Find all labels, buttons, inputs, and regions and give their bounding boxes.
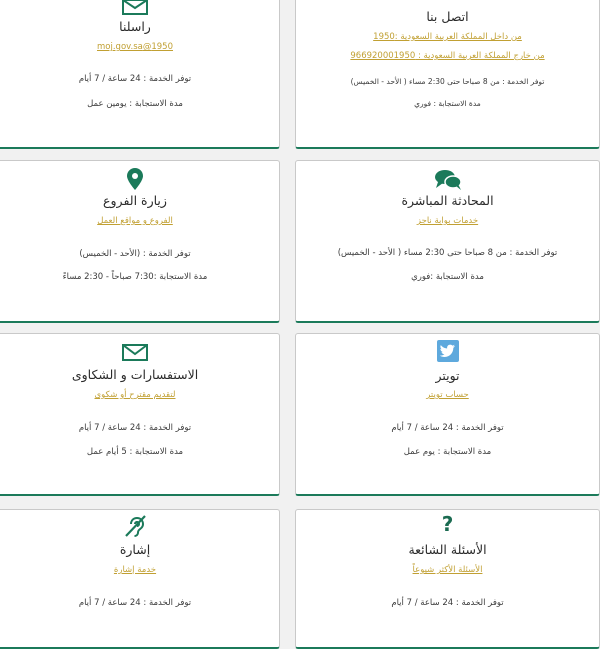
chat-bubbles-icon: [434, 169, 462, 191]
map-pin-icon: [127, 168, 143, 190]
response-time-text: مدة الاستجابة : 5 أيام عمل: [86, 447, 184, 457]
card-title: المحادثة المباشرة: [401, 193, 494, 208]
email-link[interactable]: 1950@moj.gov.sa: [97, 42, 173, 52]
card-title: إشارة: [119, 542, 151, 557]
response-time-text: مدة الاستجابة : يوم عمل: [403, 447, 492, 457]
faq-link[interactable]: الأسئلة الأكثر شيوعاً: [412, 565, 483, 575]
branch-visit-card: [0, 160, 280, 323]
availability-text: توفر الخدمة : (الأحد - الخميس): [79, 249, 191, 259]
availability-text: توفر الخدمة : 24 ساعة / 7 أيام: [391, 598, 504, 608]
sign-language-icon: [123, 514, 147, 538]
twitter-account-link[interactable]: حساب تويتر: [426, 390, 469, 400]
availability-text: توفر الخدمة : من 8 صباحا حتى 2:30 مساء ( الأحد - الخميس): [337, 248, 558, 258]
twitter-icon: [437, 340, 459, 362]
international-phone-link[interactable]: من خارج المملكة العربية السعودية : 966920001950: [350, 51, 545, 61]
response-time-text: مدة الاستجابة : فوري: [414, 99, 481, 108]
contact-us-card: [295, 0, 600, 149]
faq-card: [295, 509, 600, 649]
availability-text: توفر الخدمة : 24 ساعة / 7 أيام: [78, 74, 192, 84]
branches-link[interactable]: الفروع و مواقع العمل: [97, 216, 173, 226]
question-mark-icon: ?: [441, 512, 454, 536]
najiz-services-link[interactable]: خدمات بوابة ناجز: [416, 216, 479, 226]
card-title: زيارة الفروع: [103, 193, 167, 208]
submit-complaint-link[interactable]: لتقديم مقترح أو شكوى: [94, 390, 176, 400]
card-title: اتصل بنا: [426, 9, 469, 24]
email-us-card: [0, 0, 280, 149]
domestic-phone-link[interactable]: من داخل المملكة العربية السعودية :1950: [373, 32, 522, 42]
card-title: الأسئلة الشائعة: [408, 542, 487, 557]
availability-text: توفر الخدمة : 24 ساعة / 7 أيام: [78, 598, 192, 608]
sign-service-link[interactable]: خدمة إشارة: [113, 565, 157, 575]
card-title: تويتر: [435, 368, 460, 383]
response-time-text: مدة الاستجابة :7:30 صباحاً - 2:30 مساءً: [62, 272, 208, 282]
twitter-card: [295, 333, 600, 496]
live-chat-card: [295, 160, 600, 323]
card-title: الاستفسارات و الشكاوى: [71, 367, 199, 382]
card-title: راسلنا: [119, 19, 151, 34]
response-time-text: مدة الاستجابة :فوري: [411, 272, 484, 282]
sign-language-card: [0, 509, 280, 649]
availability-text: توفر الخدمة : من 8 صباحا حتى 2:30 مساء ( الأحد - الخميس): [350, 77, 545, 86]
envelope-icon: [122, 0, 148, 15]
inquiries-complaints-card: [0, 333, 280, 496]
response-time-text: مدة الاستجابة : يومين عمل: [87, 99, 183, 109]
availability-text: توفر الخدمة : 24 ساعة / 7 أيام: [391, 423, 504, 433]
availability-text: توفر الخدمة : 24 ساعة / 7 أيام: [78, 423, 192, 433]
envelope-icon: [122, 344, 148, 361]
